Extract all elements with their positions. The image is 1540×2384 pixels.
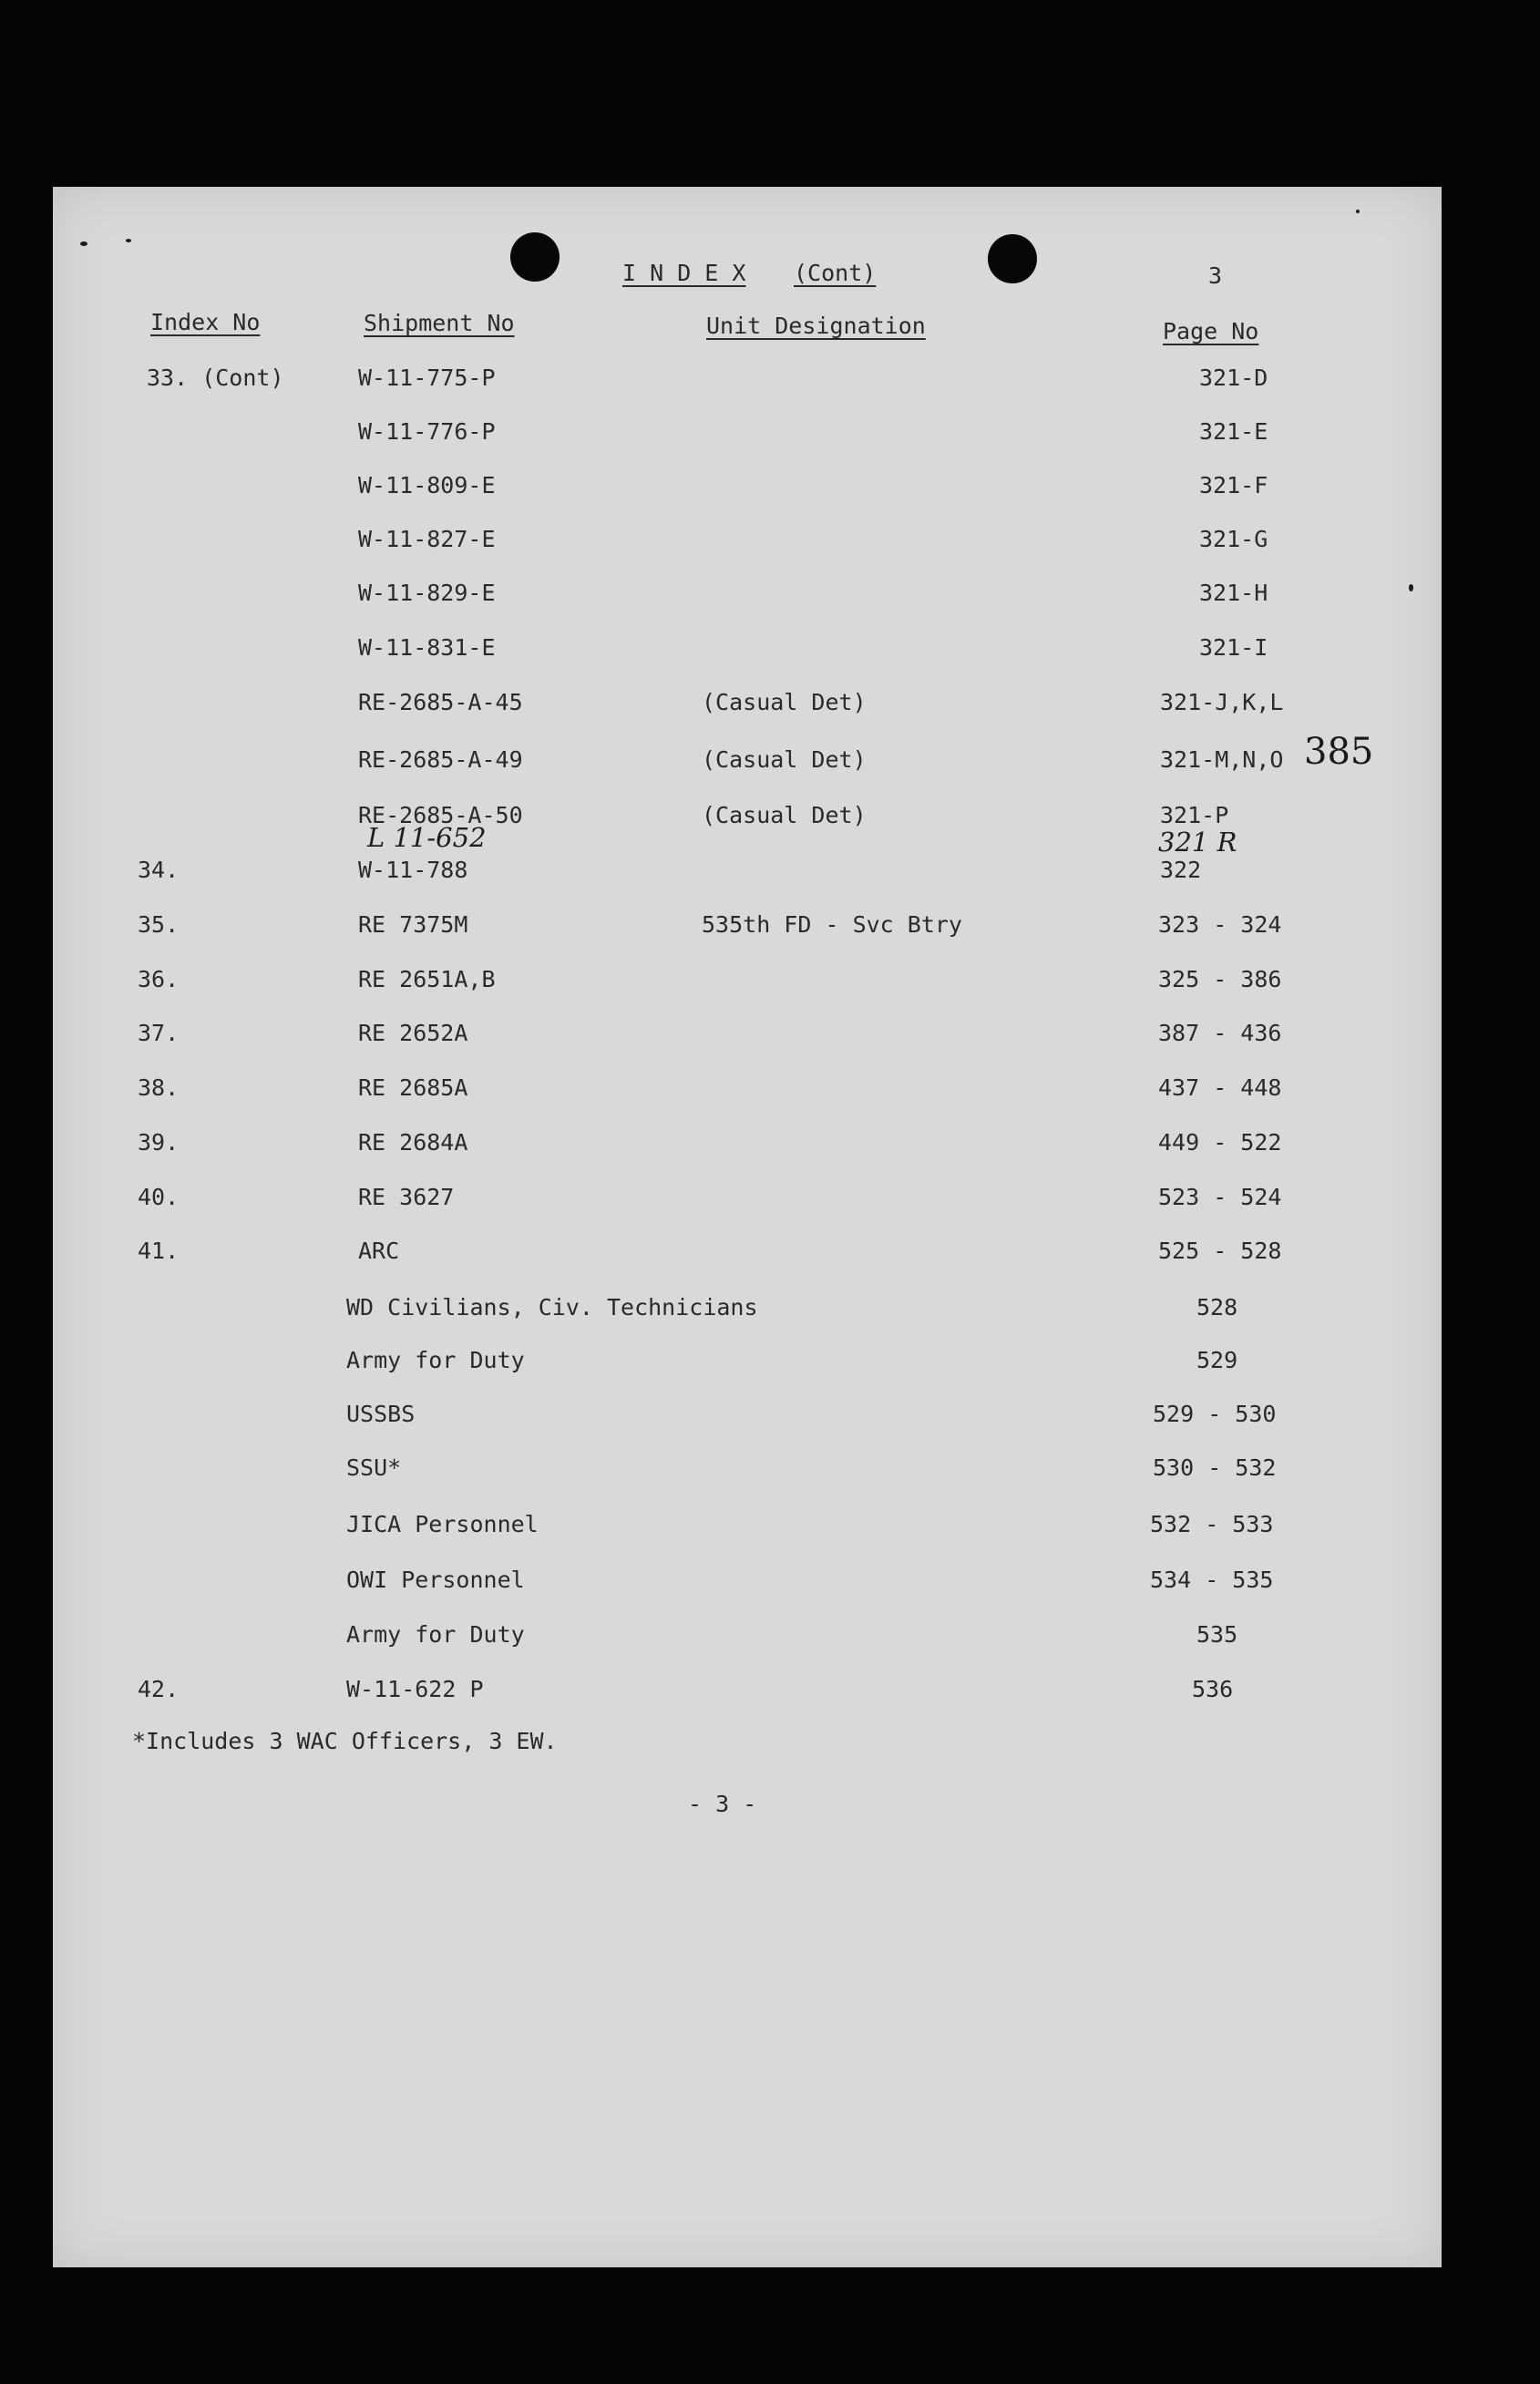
row-shipment-number: RE-2685-A-45 — [358, 689, 523, 715]
row-page-number: 523 - 524 — [1158, 1184, 1282, 1210]
row-index-number: 37. — [138, 1020, 180, 1046]
stamped-page-number: 385 — [1304, 731, 1374, 773]
row-page-number: 530 - 532 — [1153, 1454, 1277, 1481]
row-shipment-number: W-11-775-P — [358, 365, 496, 391]
row-index-number: 35. — [138, 911, 180, 938]
row-shipment-number: RE 2684A — [358, 1129, 468, 1156]
row-page-number: 321-D — [1199, 365, 1268, 391]
speck — [1356, 210, 1360, 213]
row-page-number: 321-M,N,O — [1160, 746, 1284, 773]
row-index-number: 42. — [138, 1676, 180, 1702]
page-footer: - 3 - — [688, 1791, 757, 1817]
row-unit-designation: 535th FD - Svc Btry — [702, 911, 962, 938]
row-shipment-number: RE 7375M — [358, 911, 468, 938]
column-header-shipment: Shipment No — [364, 310, 515, 336]
speck — [126, 239, 131, 242]
row-shipment-number: W-11-622 P — [346, 1676, 484, 1702]
row-shipment-number: W-11-831-E — [358, 634, 496, 661]
row-shipment-number: RE-2685-A-50 — [358, 802, 523, 828]
index-title-suffix: (Cont) — [794, 260, 877, 286]
document-page — [53, 187, 1442, 2267]
row-index-number: 39. — [138, 1129, 180, 1156]
row-shipment-number: Army for Duty — [346, 1347, 525, 1373]
row-shipment-number: W-11-827-E — [358, 526, 496, 552]
row-shipment-number: OWI Personnel — [346, 1567, 525, 1593]
row-page-number: 529 - 530 — [1153, 1401, 1277, 1427]
handwritten-page-note: 321 R — [1158, 827, 1237, 858]
row-shipment-number: W-11-829-E — [358, 580, 496, 606]
row-shipment-number: RE-2685-A-49 — [358, 746, 523, 773]
row-page-number: 437 - 448 — [1158, 1074, 1282, 1101]
row-shipment-number: W-11-776-P — [358, 418, 496, 445]
row-page-number: 535 — [1196, 1621, 1238, 1648]
row-page-number: 321-P — [1160, 802, 1229, 828]
row-shipment-number: SSU* — [346, 1454, 402, 1481]
row-page-number: 536 — [1192, 1676, 1234, 1702]
row-page-number: 528 — [1196, 1294, 1238, 1320]
row-unit-designation: (Casual Det) — [702, 802, 867, 828]
row-shipment-number: Army for Duty — [346, 1621, 525, 1648]
row-index-number: 40. — [138, 1184, 180, 1210]
row-unit-designation: (Casual Det) — [702, 746, 867, 773]
row-index-number: 38. — [138, 1074, 180, 1101]
footnote: *Includes 3 WAC Officers, 3 EW. — [132, 1728, 558, 1754]
row-shipment-number: W-11-809-E — [358, 472, 496, 498]
row-shipment-number: RE 2652A — [358, 1020, 468, 1046]
row-page-number: 321-H — [1199, 580, 1268, 606]
row-index-number: 34. — [138, 857, 180, 883]
page-corner-number: 3 — [1208, 262, 1223, 289]
row-shipment-number: RE 2685A — [358, 1074, 468, 1101]
row-page-number: 321-E — [1199, 418, 1268, 445]
column-header-page: Page No — [1163, 318, 1259, 344]
row-page-number: 449 - 522 — [1158, 1129, 1282, 1156]
row-page-number: 525 - 528 — [1158, 1238, 1282, 1264]
row-shipment-number: ARC — [358, 1238, 400, 1264]
row-page-number: 321-I — [1199, 634, 1268, 661]
row-shipment-number: RE 3627 — [358, 1184, 455, 1210]
row-shipment-number: RE 2651A,B — [358, 966, 496, 992]
row-page-number: 532 - 533 — [1150, 1511, 1274, 1537]
handwritten-shipment-note: L 11-652 — [367, 822, 487, 853]
row-page-number: 387 - 436 — [1158, 1020, 1282, 1046]
row-page-number: 529 — [1196, 1347, 1238, 1373]
row-page-number: 323 - 324 — [1158, 911, 1282, 938]
row-shipment-number: JICA Personnel — [346, 1511, 539, 1537]
row-page-number: 321-F — [1199, 472, 1268, 498]
row-page-number: 322 — [1160, 857, 1202, 883]
row-shipment-number: USSBS — [346, 1401, 416, 1427]
column-header-unit: Unit Designation — [706, 313, 926, 339]
row-page-number: 321-J,K,L — [1160, 689, 1284, 715]
row-shipment-number: WD Civilians, Civ. Technicians — [346, 1294, 758, 1320]
row-shipment-number: W-11-788 — [358, 857, 468, 883]
punch-hole-left — [510, 232, 560, 282]
speck — [1409, 584, 1413, 591]
row-page-number: 325 - 386 — [1158, 966, 1282, 992]
row-page-number: 534 - 535 — [1150, 1567, 1274, 1593]
row-page-number: 321-G — [1199, 526, 1268, 552]
column-header-index: Index No — [150, 309, 261, 335]
row-index-number: 33. (Cont) — [147, 365, 284, 391]
index-title: I N D E X — [622, 260, 746, 286]
row-index-number: 36. — [138, 966, 180, 992]
speck — [80, 241, 87, 246]
row-index-number: 41. — [138, 1238, 180, 1264]
row-unit-designation: (Casual Det) — [702, 689, 867, 715]
punch-hole-right — [988, 234, 1037, 283]
